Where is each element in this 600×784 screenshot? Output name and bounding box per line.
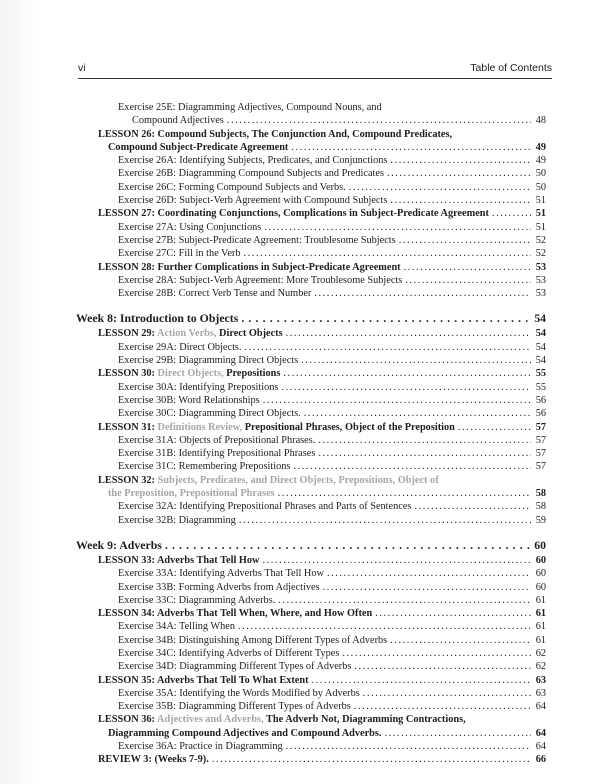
toc-entry-title: Exercise 27A: Using Conjunctions (118, 221, 262, 233)
lesson-new-topics: The Adverb Not, Diagramming Contractions, (266, 714, 466, 726)
toc-entry-title (98, 474, 439, 487)
toc-entry-title (98, 421, 455, 434)
page-number: 60 (534, 537, 546, 552)
page-number: 51 (535, 195, 546, 207)
page-number: 51 (535, 208, 546, 220)
dot-leader (239, 514, 531, 527)
dot-leader (286, 740, 531, 753)
page-number: 63 (535, 674, 546, 686)
page-number: 56 (535, 408, 546, 420)
toc-entry-title: Exercise 26C: Forming Compound Subjects and Verbs. (118, 181, 346, 193)
dot-leader (227, 114, 531, 127)
dot-leader (354, 700, 531, 713)
page-number: 54 (535, 355, 546, 367)
toc-entry-title: Week 9: Adverbs (76, 537, 162, 552)
lesson-number: LESSON 35: (98, 674, 157, 686)
toc-entry-title: Exercise 34A: Telling When (118, 621, 235, 633)
page-number: 66 (535, 754, 546, 766)
toc-entry-title: Exercise 34C: Identifying Adverbs of Different Types (118, 647, 340, 659)
toc-entry-title: Exercise 30A: Identifying Prepositions (118, 381, 279, 393)
toc-entry-title: Exercise 28A: Subject-Verb Agreement: More Troublesome Subjects (118, 274, 403, 286)
toc-entry-title: Exercise 35A: Identifying the Words Modified by Adverbs (118, 687, 360, 699)
lesson-new-topics: Compound Subjects, The Conjunction And, Compound Predicates, (157, 128, 453, 140)
page-number: 53 (535, 261, 546, 273)
page-number: 58 (535, 501, 546, 513)
toc-lesson-continuation[interactable] (76, 141, 546, 154)
dot-leader (263, 394, 531, 407)
page-number: 48 (535, 115, 546, 127)
toc-exercise-entry[interactable] (76, 634, 546, 647)
toc-week-entry[interactable] (76, 537, 546, 554)
dot-leader (291, 141, 531, 154)
page-number: 58 (535, 488, 546, 500)
dot-leader (404, 261, 531, 274)
dot-leader (390, 154, 531, 167)
lesson-review-topics: Adjectives and Adverbs, (156, 714, 267, 726)
page-number: 64 (535, 701, 546, 713)
toc-entry-title: Exercise 27B: Subject-Predicate Agreement: Troublesome Subjects (118, 234, 396, 246)
toc-entry-title: Exercise 32A: Identifying Prepositional Phrases and Parts of Sentences (118, 501, 412, 513)
page-number: 60 (535, 568, 546, 580)
toc-entry-title (98, 607, 372, 620)
page-number: 64 (535, 741, 546, 753)
toc-entry-title (98, 261, 401, 274)
lesson-number: LESSON 34: (98, 608, 157, 620)
toc-entry-title: Exercise 25E: Diagramming Adjectives, Compound Nouns, and (118, 102, 382, 113)
toc-entry-title: Compound Adjectives (132, 115, 224, 127)
lesson-new-topics: Adverbs That Tell How (156, 554, 260, 566)
toc-entry-title: Exercise 26B: Diagramming Compound Subjects and Predicates (118, 168, 384, 180)
toc-exercise-entry[interactable] (76, 460, 546, 473)
lesson-new-topics: Prepositions (226, 368, 281, 380)
toc-exercise-entry[interactable] (76, 167, 546, 180)
toc-entry-title: Week 8: Introduction to Objects (76, 311, 239, 326)
dot-leader (281, 381, 531, 394)
dot-leader (399, 234, 531, 247)
dot-leader (245, 341, 531, 354)
page-number: 53 (535, 274, 546, 286)
lesson-number: REVIEW 3: (98, 754, 155, 766)
page-number: 60 (535, 554, 546, 566)
toc-exercise-continuation[interactable] (76, 114, 546, 127)
dot-leader (390, 634, 531, 647)
page-number: 52 (535, 248, 546, 260)
dot-leader (492, 207, 531, 220)
dot-leader (458, 421, 531, 434)
toc-entry-title: Exercise 34D: Diagramming Different Types of Adverbs (118, 661, 352, 673)
toc-lesson-continuation[interactable] (76, 487, 546, 500)
toc-lesson-entry[interactable] (76, 713, 546, 726)
dot-leader (312, 674, 532, 687)
page-number: 57 (535, 461, 546, 473)
toc-exercise-entry[interactable] (76, 181, 546, 194)
page-number: 53 (535, 288, 546, 300)
toc-exercise-entry[interactable] (76, 394, 546, 407)
lesson-number: LESSON 30: (98, 368, 158, 380)
dot-leader (384, 727, 531, 740)
toc-entry-title: Exercise 26D: Subject-Verb Agreement with Compound Subjects (118, 195, 388, 207)
toc-exercise-entry[interactable] (76, 287, 546, 300)
toc-entry-title (98, 554, 259, 567)
lesson-number: LESSON 32: (98, 474, 158, 486)
page-numeral: vi (78, 62, 86, 74)
dot-leader (262, 554, 531, 567)
toc-entry-title (98, 753, 209, 766)
dot-leader (323, 581, 531, 594)
toc-entry-title (98, 207, 489, 220)
toc-lesson-entry[interactable] (76, 474, 546, 487)
toc-entry-title (108, 487, 275, 500)
toc-lesson-entry[interactable] (76, 674, 546, 687)
toc-entry-title: Exercise 35B: Diagramming Different Types of Adverbs (118, 701, 351, 713)
toc-entry-title (108, 141, 288, 154)
dot-leader (314, 287, 531, 300)
toc-exercise-entry[interactable] (76, 221, 546, 234)
lesson-new-topics: Compound Subject-Predicate Agreement (108, 141, 289, 153)
toc-entry-title: Exercise 30C: Diagramming Direct Objects. (118, 408, 301, 420)
lesson-number: LESSON 36: (98, 714, 157, 726)
page-number: 49 (535, 155, 546, 167)
lesson-review-topics: Direct Objects, (157, 368, 227, 380)
toc-lesson-entry[interactable] (76, 327, 546, 340)
lesson-review-topics: the Preposition, Prepositional Phrases (108, 488, 275, 500)
toc-entry-title: Exercise 33B: Forming Adverbs from Adjectives (118, 581, 320, 593)
page-number: 52 (535, 234, 546, 246)
toc-entry-title (98, 327, 283, 340)
header-rule (78, 78, 552, 79)
dot-leader (165, 537, 531, 554)
dot-leader (342, 647, 531, 660)
dot-leader (349, 181, 531, 194)
page-number: 50 (535, 168, 546, 180)
lesson-new-topics: Direct Objects (219, 328, 283, 340)
toc-exercise-entry[interactable] (76, 660, 546, 673)
dot-leader (390, 194, 531, 207)
lesson-review-topics: Action Verbs, (156, 328, 220, 340)
toc-entry-title: Exercise 28B: Correct Verb Tense and Number (118, 288, 312, 300)
lesson-new-topics: Coordinating Conjunctions, Complications in Subject-Predicate Agreement (157, 208, 489, 220)
toc-exercise-entry[interactable] (76, 354, 546, 367)
dot-leader (238, 620, 531, 633)
toc-exercise-entry[interactable] (76, 381, 546, 394)
lesson-new-topics: Prepositional Phrases, Object of the Preposition (244, 421, 455, 433)
page-number: 63 (535, 687, 546, 699)
dot-leader (264, 221, 531, 234)
page-number: 61 (535, 634, 546, 646)
lesson-review-topics: Definitions Review, (157, 421, 245, 433)
page-number: 54 (534, 311, 546, 326)
lesson-number: LESSON 28: (98, 261, 158, 273)
running-title: Table of Contents (470, 62, 552, 74)
toc-exercise-entry[interactable] (76, 101, 546, 114)
page-number: 59 (535, 514, 546, 526)
page-number: 61 (535, 608, 546, 620)
toc-entry-title: Exercise 32B: Diagramming (118, 514, 236, 526)
dot-leader (375, 607, 531, 620)
toc-exercise-entry[interactable] (76, 154, 546, 167)
page-number: 50 (535, 181, 546, 193)
toc-lesson-entry[interactable] (76, 421, 546, 434)
dot-leader (241, 310, 531, 327)
toc-entry-title: Exercise 33C: Diagramming Adverbs. (118, 594, 276, 606)
dot-leader (327, 567, 531, 580)
lesson-number: LESSON 27: (98, 208, 158, 220)
page-number: 56 (535, 394, 546, 406)
toc-exercise-entry[interactable] (76, 567, 546, 580)
lesson-new-topics: (Weeks 7-9). (154, 754, 209, 766)
page-number: 49 (535, 141, 546, 153)
page-number: 54 (535, 328, 546, 340)
page-number: 62 (535, 647, 546, 659)
toc-exercise-entry[interactable] (76, 647, 546, 660)
page-number: 61 (535, 621, 546, 633)
toc-exercise-entry[interactable] (76, 447, 546, 460)
toc-exercise-entry[interactable] (76, 500, 546, 513)
page-number: 51 (535, 221, 546, 233)
toc-entry-title: Exercise 33A: Identifying Adverbs That Tell How (118, 568, 324, 580)
page-number: 55 (535, 381, 546, 393)
dot-leader (318, 434, 531, 447)
toc-entry-title: Exercise 36A: Practice in Diagramming (118, 741, 283, 753)
toc-lesson-entry[interactable] (76, 607, 546, 620)
lesson-new-topics: Further Complications in Subject-Predicate Agreement (157, 261, 401, 273)
toc-exercise-entry[interactable] (76, 581, 546, 594)
dot-leader (405, 274, 531, 287)
toc-entry-title: Exercise 27C: Fill in the Verb (118, 248, 241, 260)
toc-exercise-entry[interactable] (76, 700, 546, 713)
dot-leader (414, 500, 531, 513)
dot-leader (212, 753, 531, 766)
lesson-new-topics: Adverbs That Tell To What Extent (156, 674, 309, 686)
toc-lesson-entry[interactable] (76, 128, 546, 141)
page-header (78, 62, 552, 76)
toc-entry-title: Exercise 31C: Remembering Prepositions (118, 461, 291, 473)
dot-leader (278, 594, 531, 607)
lesson-new-topics: Diagramming Compound Adjectives and Compound Adverbs. (108, 727, 382, 739)
page-number: 62 (535, 661, 546, 673)
dot-leader (244, 247, 532, 260)
toc-entry-title: Exercise 30B: Word Relationships (118, 394, 260, 406)
page-number: 57 (535, 421, 546, 433)
toc-lesson-continuation[interactable] (76, 727, 546, 740)
lesson-number: LESSON 29: (98, 328, 157, 340)
toc-entry-title: Exercise 31B: Identifying Prepositional Phrases (118, 448, 316, 460)
toc-exercise-entry[interactable] (76, 234, 546, 247)
page-number: 61 (535, 594, 546, 606)
page-number: 60 (535, 581, 546, 593)
toc-exercise-entry[interactable] (76, 274, 546, 287)
toc-lesson-entry[interactable] (76, 207, 546, 220)
toc-entry-title (108, 727, 381, 740)
toc-entry-title (98, 128, 452, 141)
page-gutter-shadow (0, 0, 40, 784)
toc-exercise-entry[interactable] (76, 247, 546, 260)
dot-leader (354, 660, 531, 673)
toc-lesson-entry[interactable] (76, 367, 546, 380)
toc-lesson-entry[interactable] (76, 554, 546, 567)
toc-exercise-entry[interactable] (76, 194, 546, 207)
page-number: 64 (535, 727, 546, 739)
toc-exercise-entry[interactable] (76, 740, 546, 753)
toc-entry-title: Exercise 29A: Direct Objects. (118, 341, 242, 353)
toc-entry-title (98, 367, 280, 380)
lesson-number: LESSON 31: (98, 421, 158, 433)
toc-lesson-entry[interactable] (76, 753, 546, 766)
dot-leader (387, 167, 531, 180)
toc-exercise-entry[interactable] (76, 620, 546, 633)
lesson-new-topics: Adverbs That Tell When, Where, and How Often (156, 608, 373, 620)
toc-entry-title: Exercise 31A: Objects of Prepositional Phrases. (118, 434, 316, 446)
lesson-number: LESSON 33: (98, 554, 157, 566)
page-number: 57 (535, 434, 546, 446)
dot-leader (318, 447, 531, 460)
dot-leader (304, 407, 531, 420)
lesson-number: LESSON 26: (98, 128, 158, 140)
toc-entry-title (98, 674, 309, 687)
toc-exercise-entry[interactable] (76, 514, 546, 527)
toc-exercise-entry[interactable] (76, 594, 546, 607)
table-of-contents (76, 101, 546, 767)
toc-entry-title: Exercise 26A: Identifying Subjects, Predicates, and Conjunctions (118, 155, 388, 167)
toc-entry-title: Exercise 34B: Distinguishing Among Different Types of Adverbs (118, 634, 388, 646)
toc-entry-title (98, 713, 466, 726)
toc-exercise-entry[interactable] (76, 434, 546, 447)
dot-leader (301, 354, 531, 367)
toc-entry-title: Exercise 29B: Diagramming Direct Objects (118, 355, 299, 367)
toc-exercise-entry[interactable] (76, 341, 546, 354)
page-number: 54 (535, 341, 546, 353)
page-number: 55 (535, 368, 546, 380)
dot-leader (363, 687, 531, 700)
dot-leader (286, 327, 531, 340)
dot-leader (293, 460, 531, 473)
toc-week-entry[interactable] (76, 310, 546, 327)
dot-leader (278, 487, 531, 500)
toc-exercise-entry[interactable] (76, 687, 546, 700)
toc-exercise-entry[interactable] (76, 407, 546, 420)
dot-leader (283, 367, 531, 380)
page-number: 57 (535, 448, 546, 460)
toc-lesson-entry[interactable] (76, 261, 546, 274)
lesson-review-topics: Subjects, Predicates, and Direct Objects, Prepositions, Object of (157, 474, 439, 486)
